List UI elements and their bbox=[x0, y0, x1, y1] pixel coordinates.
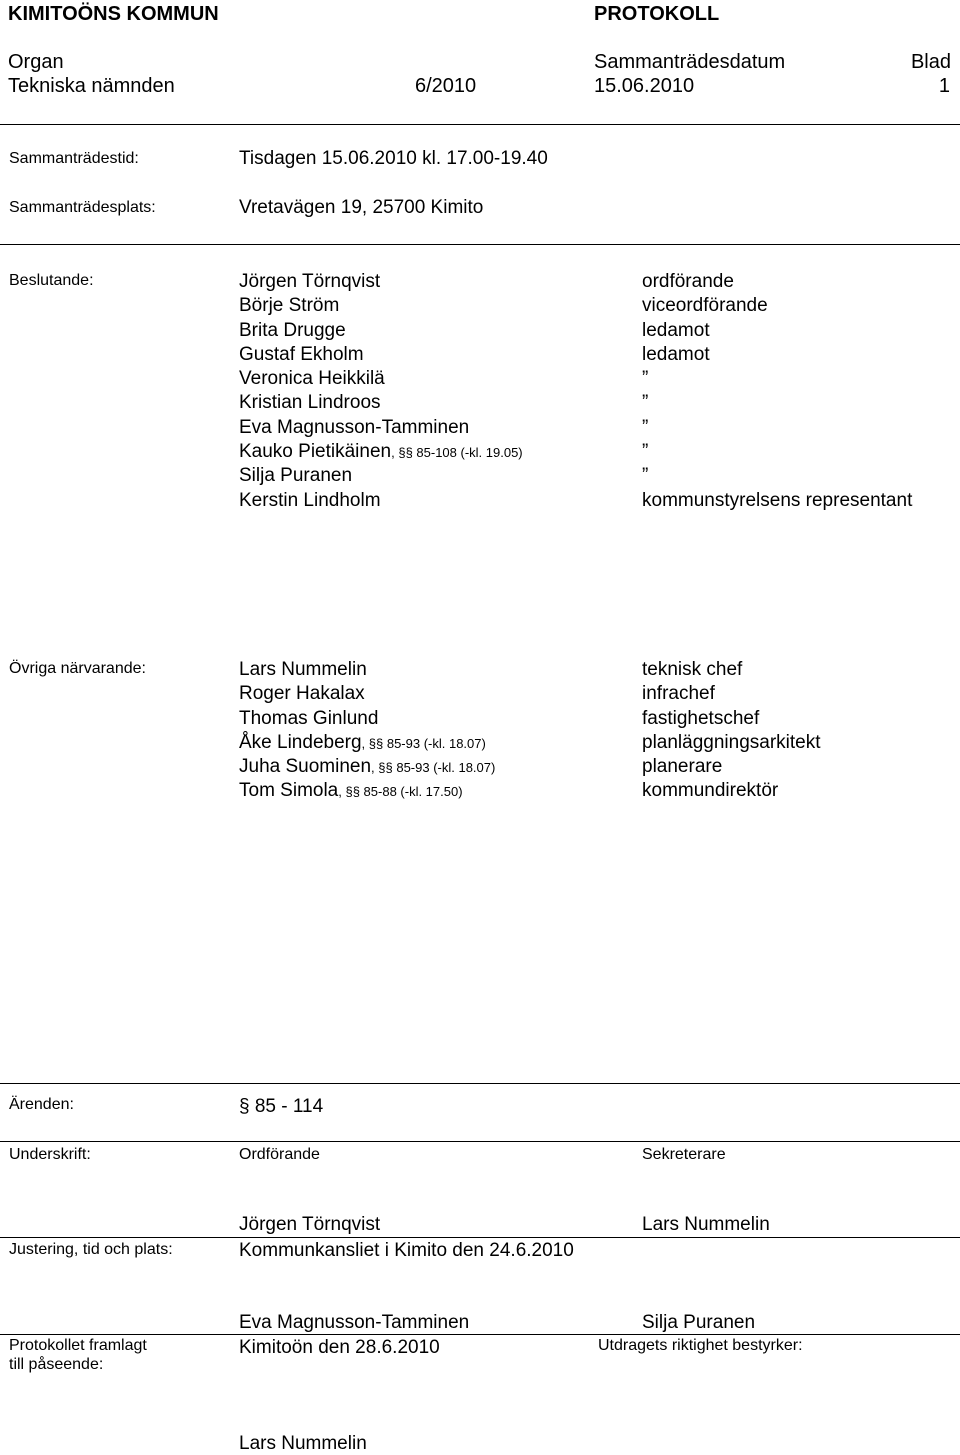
publication-label-line2: till påseende: bbox=[9, 1356, 104, 1373]
member-name: Kerstin Lindholm bbox=[239, 489, 381, 511]
page-label: Blad bbox=[910, 51, 951, 73]
member-name: Eva Magnusson-Tamminen bbox=[239, 416, 470, 438]
other-name: Tom Simola, §§ 85-88 (-kl. 17.50) bbox=[239, 780, 463, 802]
decision-makers-roles bbox=[642, 270, 912, 513]
others-roles bbox=[642, 658, 821, 804]
municipality-name: KIMITOÖNS KOMMUN bbox=[8, 3, 219, 25]
adjuster-2: Silja Puranen bbox=[642, 1312, 756, 1333]
publication-value: Kimitoön den 28.6.2010 bbox=[239, 1337, 440, 1358]
member-name: Veronica Heikkilä bbox=[239, 368, 385, 390]
other-name: Lars Nummelin bbox=[239, 659, 367, 680]
date-value: 15.06.2010 bbox=[594, 75, 695, 97]
others-names bbox=[239, 658, 495, 804]
chair-name: Jörgen Törnqvist bbox=[239, 1214, 381, 1235]
divider-signatures bbox=[0, 1141, 960, 1142]
signature-label: Underskrift: bbox=[9, 1146, 91, 1163]
page-value: 1 bbox=[938, 75, 950, 97]
others-label: Övriga närvarande: bbox=[9, 660, 146, 677]
organ-value: Tekniska nämnden bbox=[8, 75, 175, 97]
date-label: Sammanträdesdatum bbox=[594, 51, 786, 73]
other-role: teknisk chef bbox=[642, 659, 743, 680]
member-name: Börje Ström bbox=[239, 295, 340, 317]
document-type: PROTOKOLL bbox=[594, 3, 720, 25]
divider-meeting bbox=[0, 244, 960, 245]
publication-label-line1: Protokollet framlagt bbox=[9, 1337, 147, 1354]
adjuster-1: Eva Magnusson-Tamminen bbox=[239, 1312, 470, 1333]
divider-adjustment bbox=[0, 1237, 960, 1238]
matters-label: Ärenden: bbox=[9, 1096, 74, 1113]
member-role: ordförande bbox=[642, 271, 734, 292]
member-role: kommunstyrelsens representant bbox=[642, 489, 913, 511]
meeting-number: 6/2010 bbox=[415, 75, 477, 97]
chair-title: Ordförande bbox=[239, 1146, 320, 1163]
member-role: ledamot bbox=[642, 319, 710, 341]
certify-label: Utdragets riktighet bestyrker: bbox=[598, 1337, 803, 1354]
secretary-title: Sekreterare bbox=[642, 1146, 726, 1163]
member-name: Kauko Pietikäinen, §§ 85-108 (-kl. 19.05) bbox=[239, 441, 523, 463]
divider-matters bbox=[0, 1083, 960, 1084]
adjustment-label: Justering, tid och plats: bbox=[9, 1241, 173, 1258]
decision-makers-names bbox=[239, 270, 523, 513]
member-role: ” bbox=[642, 441, 649, 463]
member-name: Jörgen Törnqvist bbox=[239, 271, 381, 292]
decision-makers-label: Beslutande: bbox=[9, 272, 94, 289]
divider-header bbox=[0, 124, 960, 125]
organ-label: Organ bbox=[8, 51, 64, 73]
matters-value: § 85 - 114 bbox=[239, 1096, 324, 1117]
other-role: infrachef bbox=[642, 683, 715, 705]
place-value: Vretavägen 19, 25700 Kimito bbox=[239, 197, 484, 218]
adjustment-value: Kommunkansliet i Kimito den 24.6.2010 bbox=[239, 1240, 574, 1261]
other-role: fastighetschef bbox=[642, 707, 760, 729]
member-name: Brita Drugge bbox=[239, 319, 346, 341]
member-role: viceordförande bbox=[642, 295, 768, 317]
time-value: Tisdagen 15.06.2010 kl. 17.00-19.40 bbox=[239, 148, 548, 169]
member-role: ” bbox=[642, 416, 649, 438]
member-role: ledamot bbox=[642, 343, 710, 365]
other-name: Thomas Ginlund bbox=[239, 707, 379, 729]
other-name: Juha Suominen, §§ 85-93 (-kl. 18.07) bbox=[239, 756, 496, 778]
other-role: planerare bbox=[642, 756, 723, 778]
other-name: Åke Lindeberg, §§ 85-93 (-kl. 18.07) bbox=[239, 731, 486, 753]
member-name: Kristian Lindroos bbox=[239, 392, 381, 414]
time-label: Sammanträdestid: bbox=[9, 150, 139, 167]
divider-publication bbox=[0, 1334, 960, 1335]
member-name: Gustaf Ekholm bbox=[239, 343, 364, 365]
other-role: kommundirektör bbox=[642, 780, 779, 802]
other-name: Roger Hakalax bbox=[239, 683, 365, 705]
member-role: ” bbox=[642, 368, 649, 390]
place-label: Sammanträdesplats: bbox=[9, 199, 156, 216]
member-name: Silja Puranen bbox=[239, 465, 353, 487]
secretary-name: Lars Nummelin bbox=[642, 1214, 770, 1235]
member-role: ” bbox=[642, 392, 649, 414]
other-role: planläggningsarkitekt bbox=[642, 731, 821, 753]
certifier-name: Lars Nummelin bbox=[239, 1433, 367, 1454]
member-role: ” bbox=[642, 465, 649, 487]
